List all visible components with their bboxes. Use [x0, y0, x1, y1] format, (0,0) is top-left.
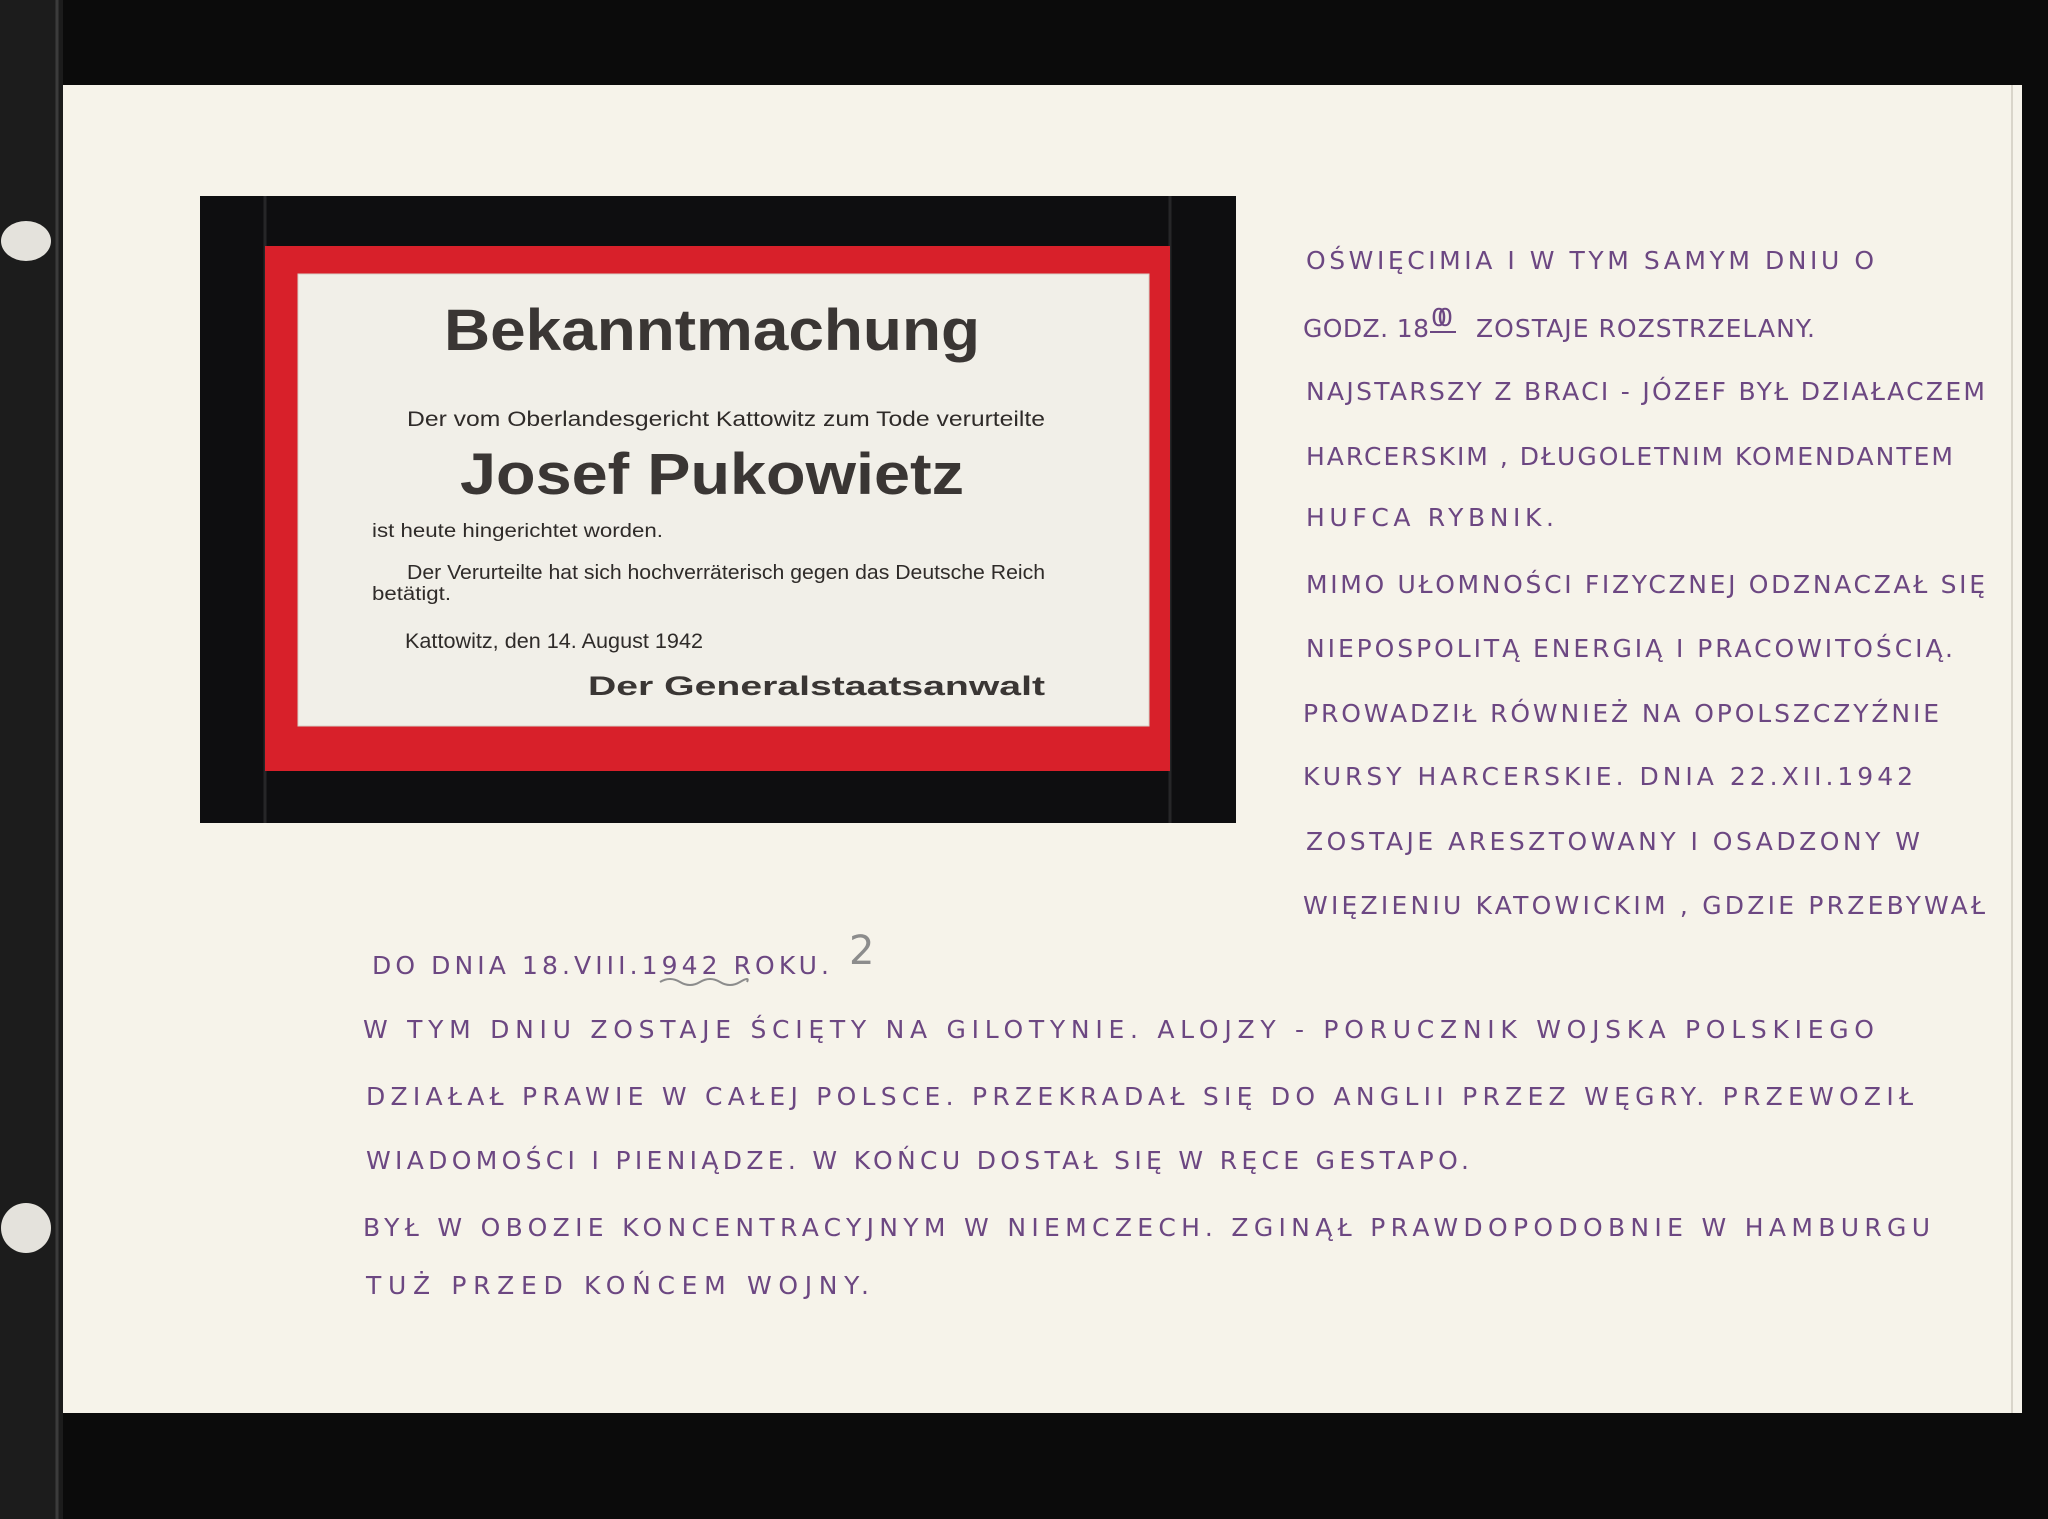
handwritten-line: WIĘZIENIU KATOWICKIM , GDZIE PRZEBYWAŁ [1303, 891, 1985, 920]
notice-signature: Der Generalstaatsanwalt [588, 671, 1046, 701]
handwritten-line: DZIAŁAŁ PRAWIE W CAŁEJ POLSCE. PRZEKRADAŁ SIĘ DO ANGLII PRZEZ WĘGRY. PRZEWOZIŁ [366, 1082, 1914, 1111]
handwritten-line: PROWADZIŁ RÓWNIEŻ NA OPOLSZCZYŹNIE [1303, 699, 1939, 728]
notice-line-1: Der vom Oberlandesgericht Kattowitz zum Tode verurteilte [407, 408, 1045, 431]
notice-line-3: Der Verurteilte hat sich hochverräterisch gegen das Deutsche Reich [407, 562, 1045, 584]
handwritten-line: OŚWIĘCIMIA I W TYM SAMYM DNIU O [1306, 246, 1874, 275]
notice-title: Bekanntmachung [444, 298, 980, 363]
punch-hole-top [1, 221, 51, 261]
handwritten-line: HARCERSKIM , DŁUGOLETNIM KOMENDANTEM [1306, 442, 1953, 471]
handwritten-line: MIMO UŁOMNOŚCI FIZYCZNEJ ODZNACZAŁ SIĘ [1306, 570, 1985, 599]
handwritten-line: HUFCA RYBNIK. [1306, 503, 1554, 532]
notice-mount [200, 196, 1236, 823]
handwritten-line: DO DNIA 18.VIII.1942 ROKU. [372, 951, 829, 980]
handwritten-line-hour: GODZ. 18 [1303, 314, 1429, 343]
handwritten-superscript-minutes: 00 [1431, 303, 1453, 332]
notice-place-date: Kattowitz, den 14. August 1942 [405, 630, 703, 653]
notice-line-4: betätigt. [372, 584, 451, 605]
handwritten-line: ZOSTAJE ROZSTRZELANY. [1476, 314, 1815, 343]
pencil-note: 2 [849, 928, 875, 974]
punch-hole-bottom [1, 1203, 51, 1253]
handwritten-line: ZOSTAJE ARESZTOWANY I OSADZONY W [1306, 827, 1920, 856]
handwritten-line: NAJSTARSZY Z BRACI - JÓZEF BYŁ DZIAŁACZEM [1306, 377, 1985, 406]
handwritten-line: W TYM DNIU ZOSTAJE ŚCIĘTY NA GILOTYNIE. ALOJZY - PORUCZNIK WOJSKA POLSKIEGO [363, 1015, 1874, 1044]
notice-line-2: ist heute hingerichtet worden. [372, 521, 663, 542]
handwritten-line: TUŻ PRZED KOŃCEM WOJNY. [366, 1271, 869, 1300]
handwritten-line: WIADOMOŚCI I PIENIĄDZE. W KOŃCU DOSTAŁ SIĘ W RĘCE GESTAPO. [366, 1146, 1469, 1175]
handwritten-line: KURSY HARCERSKIE. DNIA 22.XII.1942 [1303, 762, 1913, 791]
handwritten-line: BYŁ W OBOZIE KONCENTRACYJNYM W NIEMCZECH. ZGINĄŁ PRAWDOPODOBNIE W HAMBURGU [363, 1213, 1931, 1242]
handwritten-line: NIEPOSPOLITĄ ENERGIĄ I PRACOWITOŚCIĄ. [1306, 634, 1953, 663]
notice-name: Josef Pukowietz [460, 442, 964, 507]
